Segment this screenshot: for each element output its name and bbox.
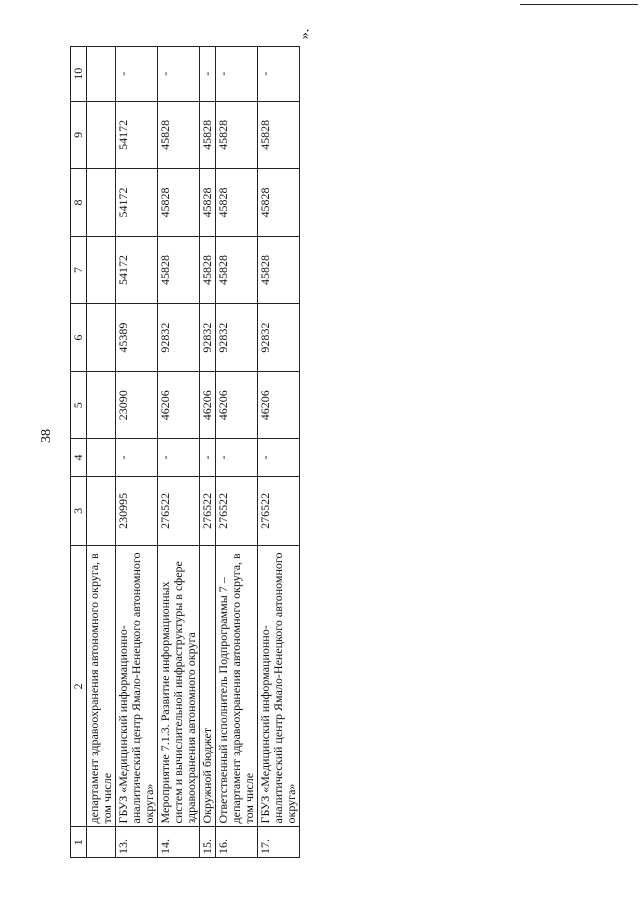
table-row xyxy=(200,47,216,858)
page-number: 38 xyxy=(39,429,54,443)
cell-total: 276522 xyxy=(200,476,216,546)
table-row xyxy=(158,47,200,858)
cell-col10: - xyxy=(200,47,216,102)
header-cell: 7 xyxy=(71,236,87,304)
header-row xyxy=(71,47,87,858)
cell-col4: - xyxy=(258,439,300,476)
top-rule xyxy=(520,4,638,5)
row-number: 13. xyxy=(116,827,158,858)
cell-col5: 46206 xyxy=(258,371,300,439)
cell-col7: 54172 xyxy=(116,236,158,304)
cell-col6: 45389 xyxy=(116,304,158,372)
row-name: Ответственный исполнитель Подпрограммы 7 – департамент здравоохранения автономного округа, в том числе xyxy=(216,546,258,827)
row-name: Мероприятие 7.1.3. Развитие информационных систем и вычислительной инфраструктуры в сфере здравоохранения автономного округа xyxy=(158,546,200,827)
row-number: 16. xyxy=(216,827,258,858)
cell-col5: 23090 xyxy=(116,371,158,439)
header-cell: 4 xyxy=(71,439,87,476)
cell-col10: - xyxy=(116,47,158,102)
cell-total: 276522 xyxy=(216,476,258,546)
table-row xyxy=(87,47,116,858)
header-cell: 3 xyxy=(71,476,87,546)
cell-col6 xyxy=(87,304,116,372)
cell-total: 276522 xyxy=(258,476,300,546)
cell-total: 276522 xyxy=(158,476,200,546)
header-cell: 2 xyxy=(71,546,87,827)
table-row xyxy=(116,47,158,858)
cell-col6: 92832 xyxy=(200,304,216,372)
cell-col10: - xyxy=(158,47,200,102)
cell-col7 xyxy=(87,236,116,304)
cell-col5: 46206 xyxy=(216,371,258,439)
header-cell: 9 xyxy=(71,101,87,169)
row-number: 17. xyxy=(258,827,300,858)
cell-col8: 45828 xyxy=(258,169,300,237)
cell-col5 xyxy=(87,371,116,439)
row-name: ГБУЗ «Медицинский информационно-аналитический центр Ямало-Ненецкого автономного округа» xyxy=(116,546,158,827)
cell-col9: 54172 xyxy=(116,101,158,169)
cell-total: 230995 xyxy=(116,476,158,546)
row-name: Окружной бюджет xyxy=(200,546,216,827)
cell-col7: 45828 xyxy=(158,236,200,304)
cell-col10: - xyxy=(216,47,258,102)
cell-col4: - xyxy=(200,439,216,476)
cell-col9: 45828 xyxy=(258,101,300,169)
cell-col9 xyxy=(87,101,116,169)
cell-col5: 46206 xyxy=(158,371,200,439)
cell-col9: 45828 xyxy=(216,101,258,169)
cell-col9: 45828 xyxy=(158,101,200,169)
table-row xyxy=(216,47,258,858)
cell-col7: 45828 xyxy=(216,236,258,304)
cell-col4 xyxy=(87,439,116,476)
cell-col8: 45828 xyxy=(216,169,258,237)
cell-col10 xyxy=(87,47,116,102)
cell-col10: - xyxy=(258,47,300,102)
row-number xyxy=(87,827,116,858)
cell-col7: 45828 xyxy=(200,236,216,304)
row-name: ГБУЗ «Медицинский информационно-аналитический центр Ямало-Ненецкого автономного округа» xyxy=(258,546,300,827)
cell-col5: 46206 xyxy=(200,371,216,439)
cell-col4: - xyxy=(216,439,258,476)
header-cell: 8 xyxy=(71,169,87,237)
row-number: 14. xyxy=(158,827,200,858)
table-row xyxy=(258,47,300,858)
cell-col7: 45828 xyxy=(258,236,300,304)
cell-col8: 45828 xyxy=(158,169,200,237)
cell-total xyxy=(87,476,116,546)
row-number: 15. xyxy=(200,827,216,858)
cell-col9: 45828 xyxy=(200,101,216,169)
budget-table xyxy=(70,46,300,858)
cell-col8: 54172 xyxy=(116,169,158,237)
header-cell: 6 xyxy=(71,304,87,372)
header-cell: 10 xyxy=(71,47,87,102)
row-name: департамент здравоохранения автономного округа, в том числе xyxy=(87,546,116,827)
cell-col6: 92832 xyxy=(158,304,200,372)
header-cell: 1 xyxy=(71,827,87,858)
header-cell: 5 xyxy=(71,371,87,439)
cell-col8 xyxy=(87,169,116,237)
cell-col8: 45828 xyxy=(200,169,216,237)
cell-col6: 92832 xyxy=(258,304,300,372)
cell-col6: 92832 xyxy=(216,304,258,372)
rotated-table-container xyxy=(70,46,305,858)
cell-col4: - xyxy=(116,439,158,476)
cell-col4: - xyxy=(158,439,200,476)
closing-mark: ». xyxy=(297,28,313,40)
